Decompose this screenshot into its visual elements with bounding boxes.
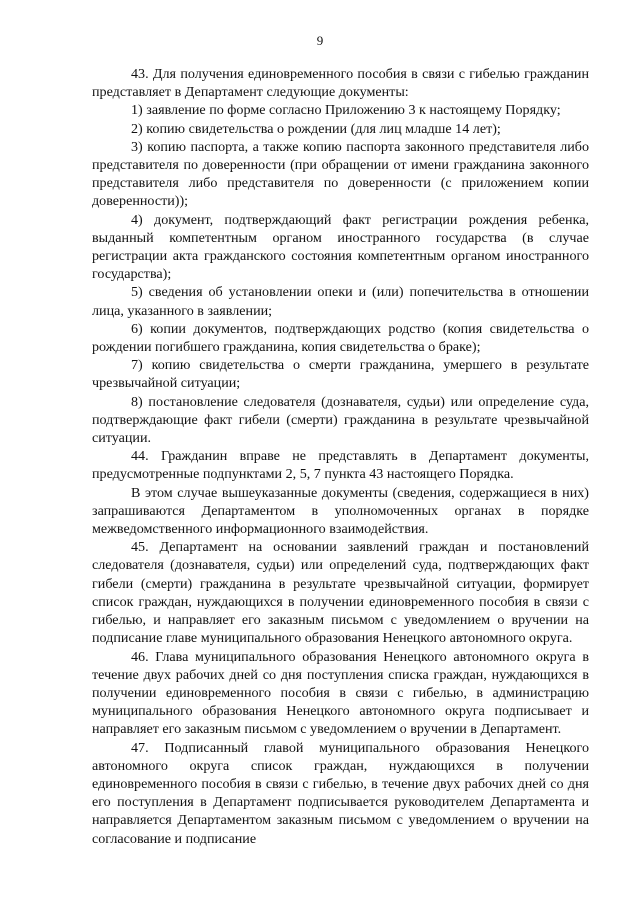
page-number: 9 [316, 33, 324, 48]
paragraph-46: 46. Глава муниципального образования Ненецкого автономного округа в течение двух рабочих дней со дня поступления списка граждан, нуждающихся в получении единовременного пособия в связи с гибелью, в администрацию муниципального образования Ненецкого автономного округа подписывает и направляет его заказным письмом с уведомлением о вручении в Департамент. [92, 648, 589, 738]
paragraph-43-item-7: 7) копию свидетельства о смерти гражданина, умершего в результате чрезвычайной ситуации; [92, 357, 589, 392]
paragraph-43-item-4: 4) документ, подтверждающий факт регистрации рождения ребенка, выданный компетентным органом иностранного государства (в случае регистрации акта гражданского состояния компетентным органом иностранного государства); [92, 211, 589, 283]
paragraph-43-item-3: 3) копию паспорта, а также копию паспорта законного представителя либо представителя по доверенности (при обращении от имени гражданина законного представителя либо представителя по доверенности (с приложением копии доверенности)); [92, 138, 589, 210]
paragraph-47: 47. Подписанный главой муниципального образования Ненецкого автономного округа список граждан, нуждающихся в получении единовременного пособия в связи с гибелью, в течение двух рабочих дней со дня его поступления в Департамент подписывается руководителем Департамента и направляется Департаментом заказным письмом с уведомлением о вручении на согласование и подписание [92, 739, 589, 847]
paragraph-44-continuation: В этом случае вышеуказанные документы (сведения, содержащиеся в них) запрашиваются Департаментом в уполномоченных органах в порядке межведомственного информационного взаимодействия. [92, 484, 589, 538]
paragraph-44: 44. Гражданин вправе не представлять в Департамент документы, предусмотренные подпунктами 2, 5, 7 пункта 43 настоящего Порядка. [92, 448, 589, 483]
paragraph-43: 43. Для получения единовременного пособия в связи с гибелью гражданин представляет в Департамент следующие документы: [92, 66, 589, 101]
paragraph-43-item-1: 1) заявление по форме согласно Приложению 3 к настоящему Порядку; [131, 102, 561, 119]
paragraph-43-item-2: 2) копию свидетельства о рождении (для лиц младше 14 лет); [131, 120, 501, 137]
document-body [92, 65, 589, 848]
paragraph-43-item-6: 6) копии документов, подтверждающих родство (копия свидетельства о рождении погибшего гражданина, копия свидетельства о браке); [92, 320, 589, 356]
paragraph-43-item-8: 8) постановление следователя (дознавателя, судьи) или определение суда, подтверждающие факт гибели (смерти) гражданина в результате чрезвычайной ситуации. [92, 393, 589, 447]
paragraph-45: 45. Департамент на основании заявлений граждан и постановлений следователя (дознавателя, судьи) или определений суда, подтверждающих факт гибели (смерти) гражданина в результате чрезвычайной ситуации, формирует список граждан, нуждающихся в получении единовременного пособия в связи с гибелью, и направляет его заказным письмом с уведомлением о вручении на подписание главе муниципального образования Ненецкого автономного округа. [92, 539, 589, 647]
paragraph-43-item-5: 5) сведения об установлении опеки и (или) попечительства в отношении лица, указанного в заявлении; [92, 284, 589, 319]
